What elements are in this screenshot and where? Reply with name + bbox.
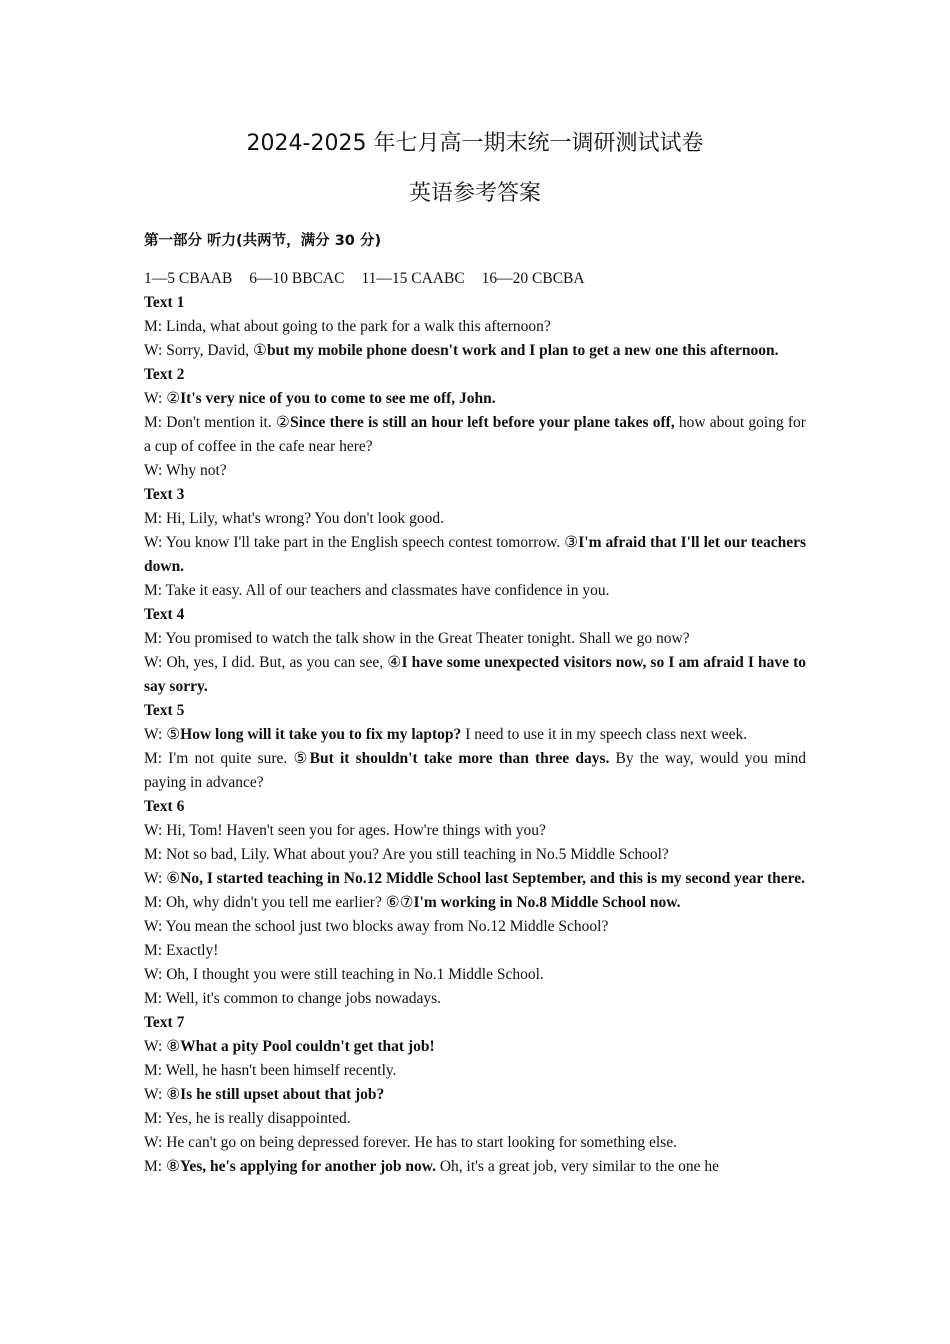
dialogue-line: W: ⑤How long will it take you to fix my laptop? I need to use it in my speech class next week. [144, 726, 748, 743]
dialogue-line: W: ⑧What a pity Pool couldn't get that job! [144, 1038, 435, 1055]
key-sentence: But it shouldn't take more than three days. [309, 750, 610, 767]
answer-group: 6—10 BBCAC [249, 270, 345, 287]
dialogue-line: W: You know I'll take part in the English speech contest tomorrow. ③I'm afraid that I'll let our teachers down. [144, 534, 806, 575]
answer-body [144, 267, 806, 1179]
text-heading: Text 2 [144, 366, 185, 383]
answer-group: 16—20 CBCBA [481, 270, 585, 287]
key-sentence: What a pity Pool couldn't get that job! [180, 1038, 435, 1055]
dialogue-line: M: You promised to watch the talk show in the Great Theater tonight. Shall we go now? [144, 630, 690, 647]
text-heading: Text 7 [144, 1014, 185, 1031]
dialogue-line: W: Oh, I thought you were still teaching in No.1 Middle School. [144, 966, 544, 983]
key-sentence: I have some unexpected visitors now, so I am afraid I have to say sorry. [144, 654, 806, 695]
dialogue-line: W: Oh, yes, I did. But, as you can see, ④I have some unexpected visitors now, so I am afraid I have to say sorry. [144, 654, 806, 695]
key-sentence: Since there is still an hour left before your plane takes off, [290, 414, 675, 431]
key-sentence: I'm afraid that I'll let our teachers down. [144, 534, 806, 575]
dialogue-line: W: ⑧Is he still upset about that job? [144, 1086, 385, 1103]
dialogue-line: W: Sorry, David, ①but my mobile phone doesn't work and I plan to get a new one this afternoon. [144, 342, 779, 359]
dialogue-line: W: ②It's very nice of you to come to see me off, John. [144, 390, 496, 407]
dialogue-line: W: Why not? [144, 462, 227, 479]
dialogue-line: W: Hi, Tom! Haven't seen you for ages. How're things with you? [144, 822, 546, 839]
dialogue-line: M: Hi, Lily, what's wrong? You don't look good. [144, 510, 444, 527]
key-sentence: It's very nice of you to come to see me off, John. [180, 390, 496, 407]
key-sentence: Yes, he's applying for another job now. [179, 1158, 436, 1175]
text-heading: Text 3 [144, 486, 185, 503]
text-heading: Text 4 [144, 606, 185, 623]
dialogue-line: M: Well, it's common to change jobs nowadays. [144, 990, 442, 1007]
dialogue-line: M: Oh, why didn't you tell me earlier? ⑥⑦I'm working in No.8 Middle School now. [144, 894, 681, 911]
document-title: 2024-2025 年七月高一期末统一调研测试试卷 [246, 131, 704, 156]
dialogue-line: M: Exactly! [144, 942, 219, 959]
dialogue-line: M: Yes, he is really disappointed. [144, 1110, 351, 1127]
dialogue-line: W: He can't go on being depressed forever. He has to start looking for something else. [144, 1134, 677, 1151]
dialogue-line: M: Well, he hasn't been himself recently. [144, 1062, 397, 1079]
key-sentence: How long will it take you to fix my laptop? [180, 726, 462, 743]
key-sentence: No, I started teaching in No.12 Middle School last September, and this is my second year there. [180, 870, 806, 887]
dialogue-line: W: You mean the school just two blocks away from No.12 Middle School? [144, 918, 609, 935]
answer-group: 1—5 CBAAB [144, 270, 233, 287]
dialogue-line: W: ⑥No, I started teaching in No.12 Middle School last September, and this is my second year there. [144, 870, 806, 887]
document-subtitle: 英语参考答案 [408, 181, 541, 206]
key-sentence: Is he still upset about that job? [180, 1086, 385, 1103]
text-heading: Text 5 [144, 702, 185, 719]
key-sentence: but my mobile phone doesn't work and I plan to get a new one this afternoon. [266, 342, 779, 359]
dialogue-line: M: ⑧Yes, he's applying for another job now. Oh, it's a great job, very similar to the one he [144, 1158, 719, 1175]
key-sentence: I'm working in No.8 Middle School now. [413, 894, 681, 911]
text-heading: Text 1 [144, 294, 185, 311]
dialogue-line: M: Don't mention it. ②Since there is still an hour left before your plane takes off, how about going for a cup of coffee in the cafe near here? [144, 414, 806, 455]
section-heading: 第一部分 听力(共两节，满分 30 分) [144, 233, 382, 249]
text-heading: Text 6 [144, 798, 185, 815]
answer-key [144, 267, 806, 291]
dialogue-line: M: Take it easy. All of our teachers and classmates have confidence in you. [144, 582, 610, 599]
dialogue-line: M: Linda, what about going to the park for a walk this afternoon? [144, 318, 551, 335]
dialogue-line: M: Not so bad, Lily. What about you? Are you still teaching in No.5 Middle School? [144, 846, 669, 863]
answer-group: 11—15 CAABC [361, 270, 465, 287]
dialogue-line: M: I'm not quite sure. ⑤But it shouldn't take more than three days. By the way, would you mind paying in advance? [144, 750, 806, 791]
